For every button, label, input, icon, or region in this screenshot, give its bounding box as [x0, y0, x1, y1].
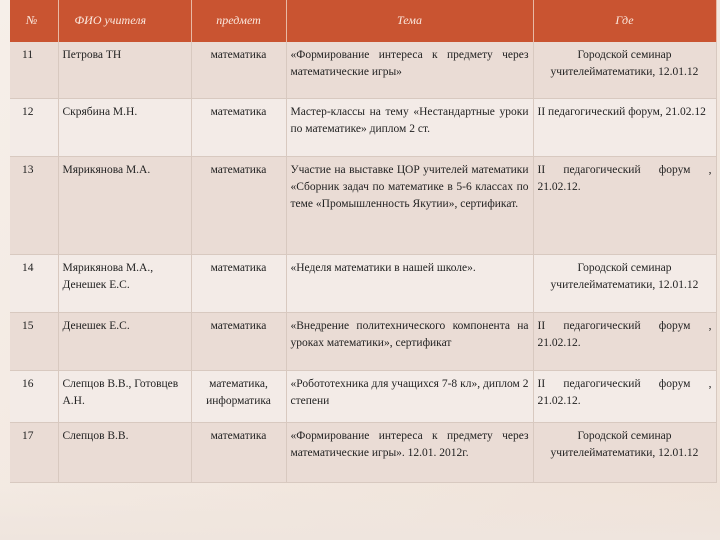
teachers-table — [10, 0, 717, 483]
cell-fio: Скрябина М.Н. — [58, 98, 191, 156]
cell-fio: Мярикянова М.А., Денешек Е.С. — [58, 254, 191, 312]
cell-where: Городской семинар учителейматематики, 12.01.12 — [533, 422, 716, 482]
cell-topic: «Внедрение политехнического компонента на уроках математики», сертификат — [286, 312, 533, 370]
table-row — [10, 156, 716, 254]
table-row — [10, 370, 716, 422]
cell-where: II педагогический форум , 21.02.12. — [533, 156, 716, 254]
cell-topic: «Неделя математики в нашей школе». — [286, 254, 533, 312]
cell-subject: математика — [191, 42, 286, 98]
cell-fio: Слепцов В.В., Готовцев А.Н. — [58, 370, 191, 422]
cell-fio: Денешек Е.С. — [58, 312, 191, 370]
table-header-row — [10, 0, 716, 42]
table-row — [10, 98, 716, 156]
cell-num: 13 — [10, 156, 58, 254]
cell-num: 12 — [10, 98, 58, 156]
header-num: № — [10, 0, 58, 42]
cell-subject: математика — [191, 422, 286, 482]
cell-num: 11 — [10, 42, 58, 98]
cell-num: 14 — [10, 254, 58, 312]
cell-where: Городской семинар учителейматематики, 12.01.12 — [533, 42, 716, 98]
header-where: Где — [533, 0, 716, 42]
cell-where: II педагогический форум , 21.02.12. — [533, 370, 716, 422]
table-row — [10, 42, 716, 98]
cell-subject: математика, информатика — [191, 370, 286, 422]
cell-subject: математика — [191, 98, 286, 156]
cell-where: Городской семинар учителейматематики, 12.01.12 — [533, 254, 716, 312]
cell-fio: Мярикянова М.А. — [58, 156, 191, 254]
cell-num: 15 — [10, 312, 58, 370]
table-row — [10, 312, 716, 370]
bottom-shade — [0, 484, 720, 540]
table-row — [10, 422, 716, 482]
cell-where: II педагогический форум , 21.02.12. — [533, 312, 716, 370]
cell-topic: Участие на выставке ЦОР учителей математики «Сборник задач по математике в 5-6 классах по теме «Промышленность Якутии», сертификат. — [286, 156, 533, 254]
cell-fio: Петрова ТН — [58, 42, 191, 98]
cell-subject: математика — [191, 254, 286, 312]
cell-subject: математика — [191, 156, 286, 254]
cell-where: II педагогический форум, 21.02.12 — [533, 98, 716, 156]
cell-num: 17 — [10, 422, 58, 482]
cell-topic: «Формирование интереса к предмету через математические игры». 12.01. 2012г. — [286, 422, 533, 482]
header-fio: ФИО учителя — [58, 0, 191, 42]
cell-subject: математика — [191, 312, 286, 370]
cell-topic: Мастер-классы на тему «Нестандартные уроки по математике» диплом 2 ст. — [286, 98, 533, 156]
cell-topic: «Робототехника для учащихся 7-8 кл», диплом 2 степени — [286, 370, 533, 422]
cell-topic: «Формирование интереса к предмету через математические игры» — [286, 42, 533, 98]
table-row — [10, 254, 716, 312]
cell-num: 16 — [10, 370, 58, 422]
cell-fio: Слепцов В.В. — [58, 422, 191, 482]
header-topic: Тема — [286, 0, 533, 42]
header-subject: предмет — [191, 0, 286, 42]
